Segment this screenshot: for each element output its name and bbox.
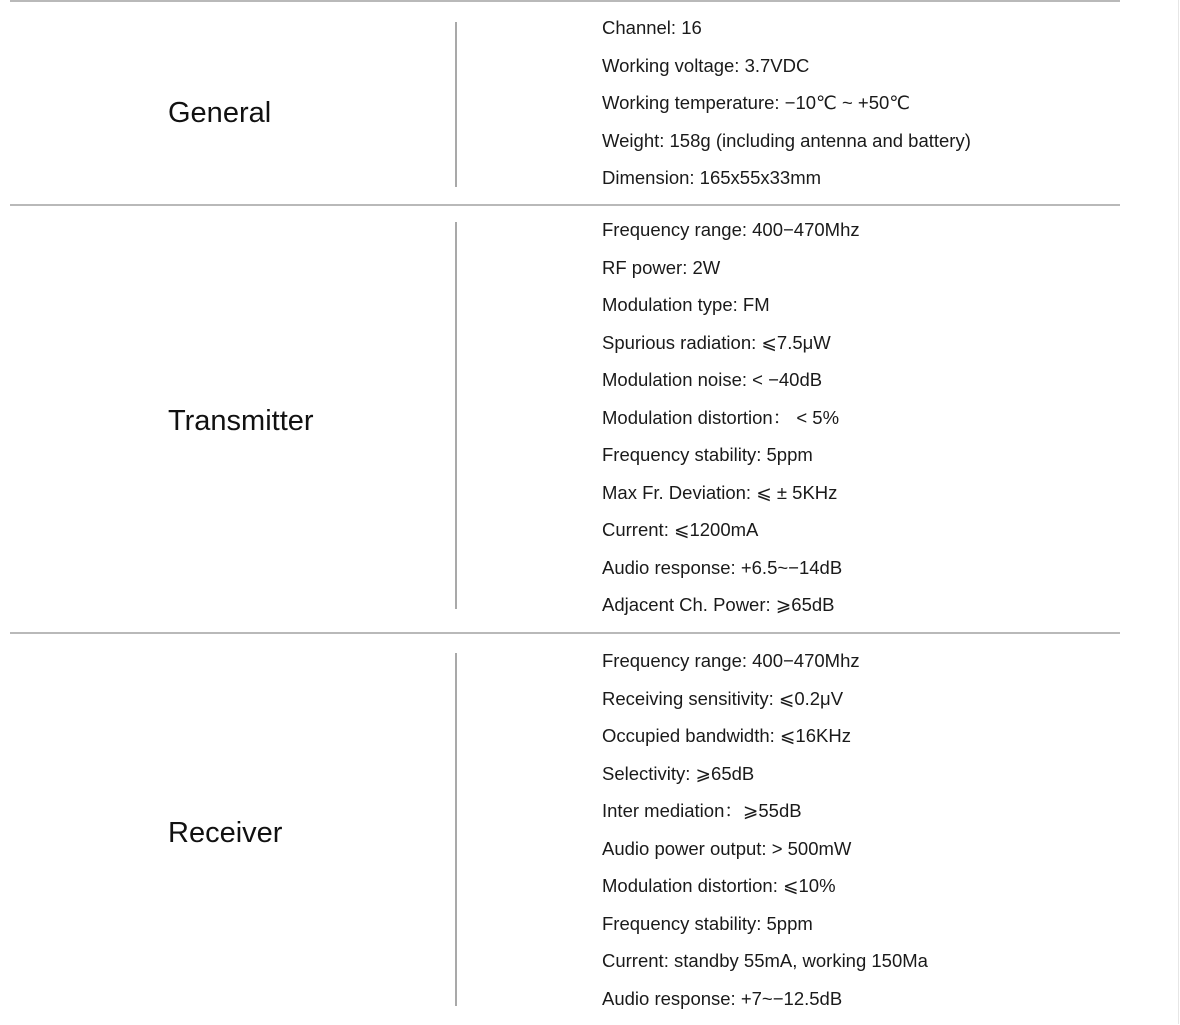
spec-item: Frequency stability: 5ppm (602, 913, 928, 951)
spec-item: Working temperature: −10℃ ~ +50℃ (602, 92, 971, 130)
spec-item: Channel: 16 (602, 17, 971, 55)
spec-item: Inter mediation：⩾55dB (602, 800, 928, 838)
spec-list-transmitter (602, 219, 860, 632)
spec-list-receiver (602, 650, 928, 1025)
spec-item: Dimension: 165x55x33mm (602, 167, 971, 205)
spec-item: Modulation type: FM (602, 294, 860, 332)
spec-item: Current: standby 55mA, working 150Ma (602, 950, 928, 988)
spec-item: RF power: 2W (602, 257, 860, 295)
spec-item: Audio response: +6.5~−14dB (602, 557, 860, 595)
spec-item: Frequency range: 400−470Mhz (602, 650, 928, 688)
spec-item: Modulation distortion： < 5% (602, 407, 860, 445)
spec-item: Max Fr. Deviation: ⩽ ± 5KHz (602, 482, 860, 520)
spec-item: Adjacent Ch. Power: ⩾65dB (602, 594, 860, 632)
section-divider-transmitter-receiver (10, 632, 1120, 634)
top-divider (10, 0, 1120, 2)
right-edge-line (1178, 0, 1179, 1024)
spec-item: Selectivity: ⩾65dB (602, 763, 928, 801)
spec-item: Audio power output: > 500mW (602, 838, 928, 876)
spec-item: Audio response: +7~−12.5dB (602, 988, 928, 1025)
spec-item: Modulation noise: < −40dB (602, 369, 860, 407)
section-title-general: General (168, 96, 271, 130)
column-divider-general (455, 22, 457, 187)
spec-item: Frequency stability: 5ppm (602, 444, 860, 482)
section-title-transmitter: Transmitter (168, 404, 314, 438)
spec-item: Weight: 158g (including antenna and battery) (602, 130, 971, 168)
section-title-receiver: Receiver (168, 816, 282, 850)
spec-list-general (602, 17, 971, 205)
column-divider-receiver (455, 653, 457, 1006)
spec-item: Working voltage: 3.7VDC (602, 55, 971, 93)
spec-item: Current: ⩽1200mA (602, 519, 860, 557)
spec-item: Spurious radiation: ⩽7.5μW (602, 332, 860, 370)
spec-item: Modulation distortion: ⩽10% (602, 875, 928, 913)
spec-item: Occupied bandwidth: ⩽16KHz (602, 725, 928, 763)
column-divider-transmitter (455, 222, 457, 609)
spec-item: Frequency range: 400−470Mhz (602, 219, 860, 257)
spec-item: Receiving sensitivity: ⩽0.2μV (602, 688, 928, 726)
